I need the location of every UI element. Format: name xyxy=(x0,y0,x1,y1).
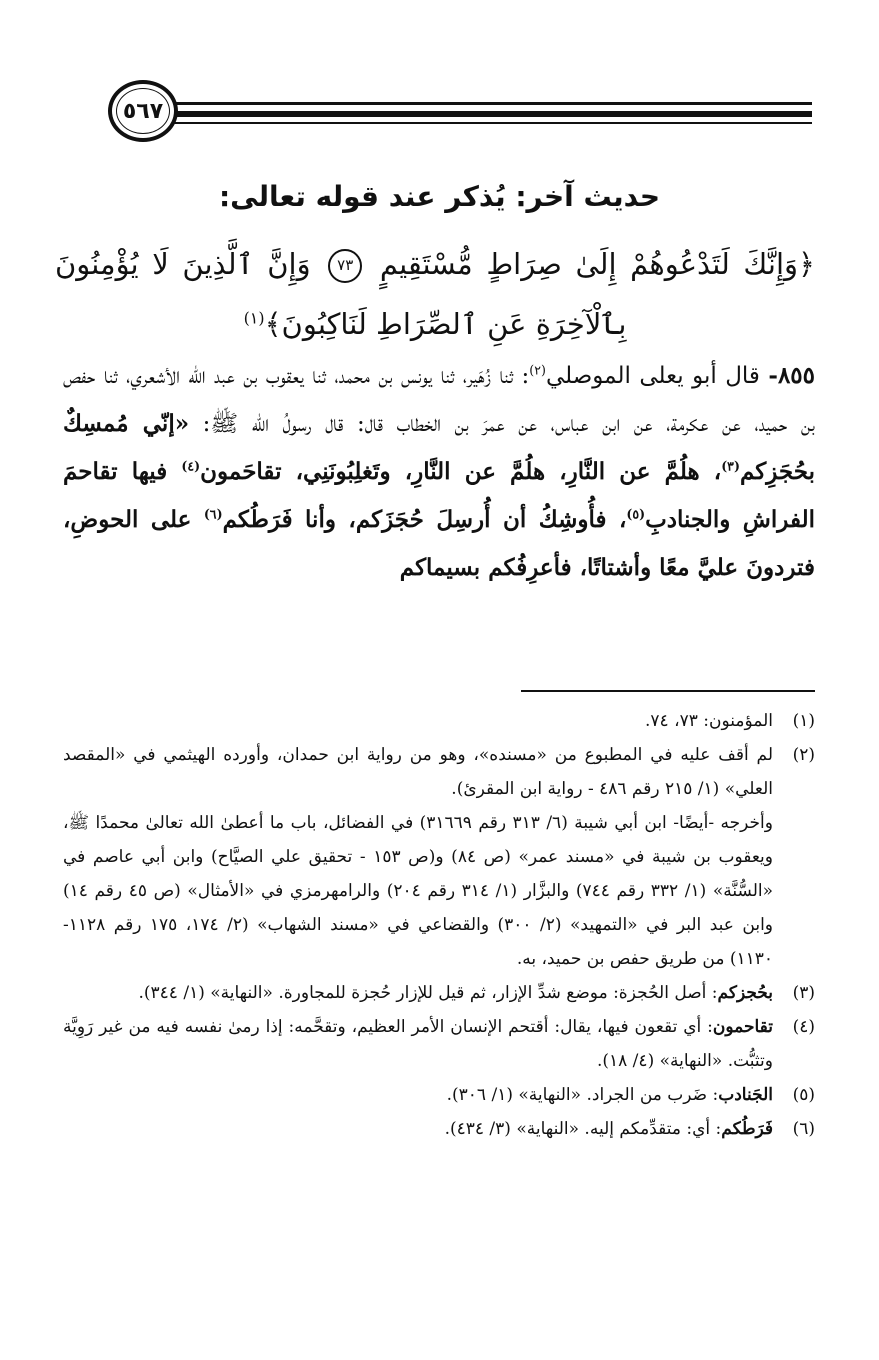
footnote-number: (٤) xyxy=(792,1017,815,1037)
footnote-number: (٦) xyxy=(792,1119,815,1139)
hadith-segment: على الحوضِ، فتردونَ عليَّ معًا وأشتاتًا، فأعرِفُكم بسيماكم xyxy=(63,506,815,581)
footnote-item xyxy=(63,1078,815,1112)
footnote-ref: (٢) xyxy=(529,362,546,378)
header-rule-top xyxy=(168,102,812,105)
footnote-divider xyxy=(521,690,815,692)
footnote-text xyxy=(63,976,773,1010)
footnote-ref: (٤) xyxy=(181,458,201,474)
footnotes-list xyxy=(63,704,815,1146)
header-rule-bottom xyxy=(168,122,812,124)
footnote-term: تقاحمون xyxy=(712,1017,773,1037)
footnote-text xyxy=(63,1010,773,1078)
footnote-definition: : أي تقعون فيها، يقال: أقتحم الإنسان الأمر العظيم، وتقحَّمه: إذا رمىٰ نفسه فيه من غير رَوِيَّة وتثبُّت. «النهاية» (٤/ ١٨). xyxy=(63,1017,773,1071)
header-rule-middle xyxy=(168,111,812,117)
footnote-ref: (٣) xyxy=(721,458,740,474)
section-title: حديث آخر: يُذكر عند قوله تعالى: xyxy=(218,180,660,213)
verse-part-1: ﴿وَإِنَّكَ لَتَدْعُوهُمْ إِلَىٰ صِرَاطٍ مُّسْتَقِيمٍ xyxy=(379,247,816,281)
verse-part-2: وَإِنَّ ٱلَّذِينَ لَا يُؤْمِنُونَ بِٱلْآخِرَةِ عَنِ ٱلصِّرَاطِ لَنَاكِبُونَ﴾ xyxy=(55,247,627,341)
footnote-text: لم أقف عليه في المطبوع من «مسنده»، وهو من رواية ابن حمدان، وأورده الهيثمي في «المقصد العلي» (١/ ٢١٥ رقم ٤٨٦ - رواية ابن المقرئ). xyxy=(63,745,773,799)
footnote-item xyxy=(63,1010,815,1078)
footnote-item xyxy=(63,976,815,1010)
footnote-item xyxy=(63,738,815,976)
page-header xyxy=(84,80,812,142)
page-number-badge xyxy=(108,80,178,142)
hadith-segment: ، هلُمَّ عن النَّارِ، هلُمَّ عن النَّارِ، وتَغلِبُونَنِي، تقاحَمون xyxy=(200,458,722,485)
page-number: ٥٦٧ xyxy=(122,98,164,124)
footnote-term: بحُجزكم xyxy=(717,983,773,1003)
quran-verse xyxy=(55,234,815,354)
footnote-number: (٣) xyxy=(792,983,815,1003)
footnote-ref: (٥) xyxy=(626,506,646,522)
hadith-segment: ، فأُوشِكُ أن أُرسِلَ حُجَزَكم، وأنا فَرَطُكم xyxy=(222,506,627,533)
footnote-ref: (١) xyxy=(243,308,265,328)
hadith-segment: : ثنا زُهَير، ثنا يونس بن محمد، ثنا يعقوب بن عبد الله الأشعري، ثنا حفص بن حميد، عن عكرمة، عن ابن عباس، عن عمرَ بن الخطاب قال: قال رسولُ الله ﷺ: xyxy=(63,363,816,437)
hadith-segment: فيها تقاحمَ الفراشِ والجنادبِ xyxy=(63,458,815,533)
footnote-text xyxy=(63,1078,773,1112)
verse-number-marker: ٧٣ xyxy=(328,249,362,283)
hadith-number: ٨٥٥- xyxy=(768,362,815,389)
footnote-number: (٢) xyxy=(792,745,815,765)
footnote-definition: : أي: متقدِّمكم إليه. «النهاية» (٣/ ٤٣٤). xyxy=(444,1119,722,1139)
footnote-definition: : أصل الحُجزة: موضع شدِّ الإزار، ثم قيل للإزار حُجزة للمجاورة. «النهاية» (١/ ٣٤٤). xyxy=(138,983,718,1003)
footnote-item xyxy=(63,704,815,738)
footnote-text: المؤمنون: ٧٣، ٧٤. xyxy=(645,711,773,731)
footnote-text-continued: وأخرجه -أيضًا- ابن أبي شيبة (٦/ ٣١٣ رقم ٣١٦٦٩) في الفضائل، باب ما أعطىٰ الله تعالىٰ محمدًا ﷺ، ويعقوب بن شيبة في «مسند عمر» (ص ٨٤) و(ص ١٥٣ - تحقيق علي الصيَّاح) وابن أبي عاصم في «السُّنَّة» (١/ ٣٣٢ رقم ٧٤٤) والبزَّار (١/ ٣١٤ رقم ٢٠٤) والرامهرمزي في «الأمثال» (ص ٤٥ رقم ١٤) وابن عبد البر في «التمهيد» (٢/ ٣٠٠) والقضاعي في «مسند الشهاب» (٢/ ١٧٤، ١٧٥ رقم ١١٢٨- ١١٣٠) من طريق حفص بن حميد، به. xyxy=(63,813,774,969)
hadith-text xyxy=(63,352,815,592)
footnote-text xyxy=(63,1112,773,1146)
footnote-number: (١) xyxy=(792,711,815,731)
footnote-term: الجَنادب xyxy=(718,1085,773,1105)
footnote-definition: : ضَرب من الجراد. «النهاية» (١/ ٣٠٦). xyxy=(446,1085,719,1105)
hadith-segment: «إنّي مُمسِكٌ بحُجَزِكم xyxy=(63,410,815,485)
footnote-term: فَرَطُكم xyxy=(721,1119,773,1139)
hadith-segment: قال أبو يعلى الموصلي xyxy=(545,363,760,389)
footnote-number: (٥) xyxy=(792,1085,815,1105)
footnote-item xyxy=(63,1112,815,1146)
footnote-ref: (٦) xyxy=(203,506,223,522)
